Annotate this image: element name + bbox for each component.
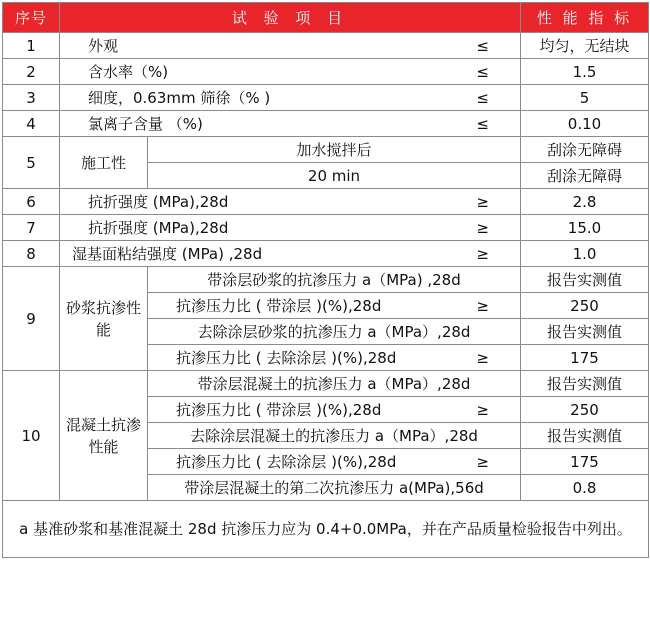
row-item-symbol: ≥ xyxy=(476,296,489,315)
row-item-name: 氯离子含量 （%) xyxy=(88,115,203,133)
row-item-name: 细度，0.63mm 筛徐（% ) xyxy=(88,89,271,107)
row-requirement: 报告实测值 xyxy=(521,319,649,345)
row-requirement: 报告实测值 xyxy=(521,423,649,449)
table-row xyxy=(3,137,649,163)
sub-item-name: 抗渗压力比 ( 去除涂层 )(%),28d xyxy=(176,349,397,367)
sub-item xyxy=(148,371,521,397)
row-item-name: 湿基面粘结强度 (MPa) ,28d xyxy=(72,245,263,263)
row-number: 9 xyxy=(3,267,60,371)
sub-item-name: 带涂层砂浆的抗渗压力 a（MPa) ,28d xyxy=(207,271,461,289)
row-item xyxy=(60,189,521,215)
row-requirement: 175 xyxy=(521,449,649,475)
row-requirement: 1.5 xyxy=(521,59,649,85)
sub-item-name: 20 min xyxy=(148,163,521,189)
row-item xyxy=(60,59,521,85)
sub-item xyxy=(148,423,521,449)
row-requirement: 250 xyxy=(521,293,649,319)
row-requirement: 5 xyxy=(521,85,649,111)
sub-item-name: 抗渗压力比 ( 去除涂层 )(%),28d xyxy=(176,453,397,471)
header-no: 序号 xyxy=(3,3,60,33)
sub-item xyxy=(148,267,521,293)
sub-item-name: 带涂层混凝土的第二次抗渗压力 a(MPa),56d xyxy=(184,479,484,497)
row-number: 6 xyxy=(3,189,60,215)
row-number: 7 xyxy=(3,215,60,241)
sub-item-name: 去除涂层混凝土的抗渗压力 a（MPa）,28d xyxy=(190,427,478,445)
footnote: a 基准砂浆和基准混凝土 28d 抗渗压力应为 0.4+0.0MPa，并在产品质量检验报告中列出。 xyxy=(3,501,649,558)
row-number: 1 xyxy=(3,33,60,59)
row-item-symbol: ≤ xyxy=(476,114,489,133)
row-requirement: 报告实测值 xyxy=(521,267,649,293)
sub-item-name: 抗渗压力比 ( 带涂层 )(%),28d xyxy=(176,401,382,419)
row-item xyxy=(60,33,521,59)
row-requirement: 2.8 xyxy=(521,189,649,215)
row-item-symbol: ≥ xyxy=(476,400,489,419)
row-item xyxy=(60,241,521,267)
row-number: 5 xyxy=(3,137,60,189)
row-requirement: 175 xyxy=(521,345,649,371)
row-requirement: 250 xyxy=(521,397,649,423)
table-row xyxy=(3,241,649,267)
sub-item xyxy=(148,475,521,501)
row-number: 8 xyxy=(3,241,60,267)
table-header-row xyxy=(3,3,649,33)
sub-item-name: 抗渗压力比 ( 带涂层 )(%),28d xyxy=(176,297,382,315)
header-item: 试 验 项 目 xyxy=(60,3,521,33)
row-item-symbol: ≥ xyxy=(476,218,489,237)
row-item-symbol: ≤ xyxy=(476,36,489,55)
sub-item xyxy=(148,319,521,345)
table-row xyxy=(3,189,649,215)
group-label: 混凝土抗渗性能 xyxy=(60,371,148,501)
row-item-symbol: ≤ xyxy=(476,62,489,81)
row-item xyxy=(60,111,521,137)
table-row xyxy=(3,33,649,59)
row-item-symbol: ≤ xyxy=(476,88,489,107)
sub-item xyxy=(148,449,521,475)
row-item-name: 外观 xyxy=(88,37,119,55)
sub-item-name: 加水搅拌后 xyxy=(148,137,521,163)
row-number: 2 xyxy=(3,59,60,85)
group-label: 砂浆抗渗性能 xyxy=(60,267,148,371)
row-number: 10 xyxy=(3,371,60,501)
row-number: 4 xyxy=(3,111,60,137)
table-row xyxy=(3,85,649,111)
row-item-symbol: ≥ xyxy=(476,192,489,211)
row-item-symbol: ≥ xyxy=(476,348,489,367)
sub-item-name: 带涂层混凝土的抗渗压力 a（MPa）,28d xyxy=(197,375,471,393)
row-requirement: 报告实测值 xyxy=(521,371,649,397)
row-requirement: 0.8 xyxy=(521,475,649,501)
row-item-name: 抗折强度 (MPa),28d xyxy=(88,219,229,237)
row-item-symbol: ≥ xyxy=(476,452,489,471)
row-requirement: 0.10 xyxy=(521,111,649,137)
table-row xyxy=(3,267,649,293)
table-row xyxy=(3,371,649,397)
table-row xyxy=(3,59,649,85)
row-number: 3 xyxy=(3,85,60,111)
performance-spec-table xyxy=(2,2,649,558)
row-requirement: 均匀，无结块 xyxy=(521,33,649,59)
row-requirement: 刮涂无障碍 xyxy=(521,163,649,189)
row-item xyxy=(60,85,521,111)
row-item xyxy=(60,215,521,241)
header-requirement: 性 能 指 标 xyxy=(521,3,649,33)
table-row xyxy=(3,215,649,241)
row-requirement: 刮涂无障碍 xyxy=(521,137,649,163)
row-requirement: 1.0 xyxy=(521,241,649,267)
row-item-symbol: ≥ xyxy=(476,244,489,263)
footnote-row xyxy=(3,501,649,558)
row-requirement: 15.0 xyxy=(521,215,649,241)
sub-item-name: 去除涂层砂浆的抗渗压力 a（MPa）,28d xyxy=(197,323,471,341)
row-item-name: 抗折强度 (MPa),28d xyxy=(88,193,229,211)
row-item-name: 含水率（%) xyxy=(88,63,169,81)
sub-item xyxy=(148,293,521,319)
sub-item xyxy=(148,345,521,371)
group-label: 施工性 xyxy=(60,137,148,189)
table-row xyxy=(3,111,649,137)
sub-item xyxy=(148,397,521,423)
